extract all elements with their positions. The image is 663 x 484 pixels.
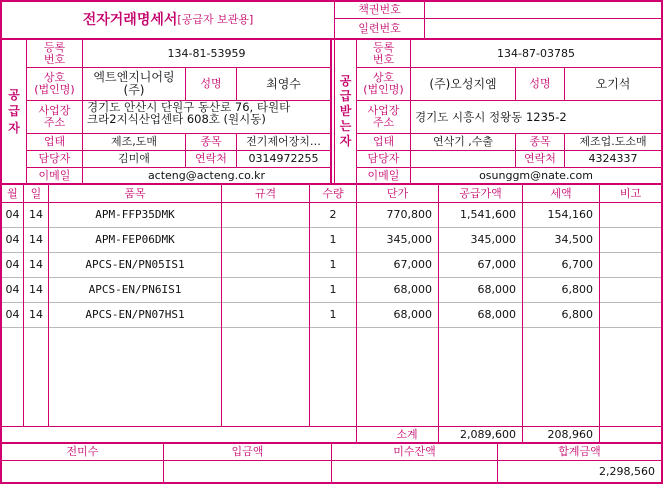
supplier-reg-label bbox=[27, 40, 82, 67]
col-header-supply-amount: 공급가액 bbox=[459, 186, 502, 200]
supplier-name: 최영수 bbox=[266, 76, 301, 91]
receiver-name-label: 성명 bbox=[529, 77, 551, 91]
supplier-biz-type: 제조,도매 bbox=[110, 135, 157, 149]
cell-day: 14 bbox=[29, 258, 43, 272]
receiver-manager-label: 담당자 bbox=[367, 152, 400, 166]
receiver-email: osunggm@nate.com bbox=[479, 168, 593, 182]
col-header-note: 비고 bbox=[619, 186, 642, 200]
label-line: 주소 bbox=[43, 116, 66, 129]
receiver-contact-label: 연락처 bbox=[524, 152, 556, 166]
receiver-address-label bbox=[357, 101, 410, 133]
supplier-contact-label: 연락처 bbox=[195, 152, 227, 166]
supplier-company-label bbox=[27, 68, 82, 100]
cell-day: 14 bbox=[29, 233, 43, 247]
serial-no-value bbox=[425, 19, 661, 38]
label-line: 번호 bbox=[372, 52, 395, 66]
supplier-side-char: 공 bbox=[8, 88, 20, 103]
company-line: (주) bbox=[123, 83, 145, 97]
cell-tax: 34,500 bbox=[554, 233, 593, 247]
cell-supply-amount: 67,000 bbox=[477, 258, 516, 272]
cell-supply-amount: 1,541,600 bbox=[460, 208, 516, 222]
row-sep-5 bbox=[2, 327, 661, 328]
cell-day: 14 bbox=[29, 283, 43, 297]
cell-spec bbox=[222, 278, 309, 302]
cell-day: 14 bbox=[29, 308, 43, 322]
subtotal-tax: 208,960 bbox=[547, 427, 593, 441]
supplier-address-label bbox=[27, 101, 82, 133]
deposit-value bbox=[164, 461, 331, 482]
supplier-side-label bbox=[2, 40, 26, 183]
supplier-name-label: 성명 bbox=[200, 77, 222, 91]
book-no-label: 책권번호 bbox=[358, 2, 401, 16]
label-line: 등록 bbox=[43, 40, 66, 54]
supplier-item-label: 종목 bbox=[200, 135, 222, 149]
supplier-item: 전기제어장치… bbox=[246, 135, 321, 149]
supplier-side-char: 급 bbox=[8, 104, 20, 119]
balance-value bbox=[332, 461, 497, 482]
supplier-email: acteng@acteng.co.kr bbox=[147, 168, 266, 182]
receiver-side-label bbox=[335, 40, 356, 183]
cell-note bbox=[600, 303, 661, 327]
receiver-side-char: 받 bbox=[339, 104, 352, 118]
sup-right-edge bbox=[330, 39, 332, 183]
cell-item: APCS-EN/PN6IS1 bbox=[88, 283, 182, 297]
supplier-company bbox=[83, 68, 185, 100]
cell-spec bbox=[222, 203, 309, 227]
cell-supply-amount: 345,000 bbox=[470, 233, 516, 247]
title-text: 전자거래명세서 bbox=[82, 11, 178, 28]
subtotal-supply: 2,089,600 bbox=[460, 427, 516, 441]
title-copy-type: [공급자 보관용] bbox=[177, 13, 254, 27]
receiver-company: (주)오성지엠 bbox=[429, 76, 497, 91]
cell-qty: 1 bbox=[329, 258, 337, 272]
cell-item: APM-FEP06DMK bbox=[95, 233, 175, 247]
receiver-item: 제조업.도소매 bbox=[579, 135, 647, 149]
receiver-side-char: 자 bbox=[339, 134, 352, 148]
balance-label: 미수잔액 bbox=[393, 445, 436, 459]
receiver-company-label bbox=[357, 68, 410, 100]
supplier-side-char: 자 bbox=[8, 120, 20, 135]
receiver-manager bbox=[411, 151, 515, 167]
supplier-biz-type-label: 업태 bbox=[43, 135, 66, 149]
cell-unit-price: 68,000 bbox=[393, 308, 432, 322]
cell-qty: 1 bbox=[329, 308, 337, 322]
col-header-qty: 수량 bbox=[322, 186, 344, 200]
col-header-spec: 규격 bbox=[254, 186, 277, 200]
cell-unit-price: 68,000 bbox=[393, 283, 432, 297]
supplier-reg-no: 134-81-53959 bbox=[167, 46, 246, 60]
grand-total-label: 합계금액 bbox=[558, 445, 601, 459]
cell-tax: 6,800 bbox=[561, 283, 593, 297]
cell-qty: 1 bbox=[329, 233, 337, 247]
company-line: 엑트엔지니어링 bbox=[93, 70, 175, 85]
cell-month: 04 bbox=[5, 258, 20, 272]
col-header-item: 품목 bbox=[124, 186, 146, 200]
cell-tax: 6,800 bbox=[561, 308, 593, 322]
col-header-tax: 세액 bbox=[550, 186, 572, 200]
receiver-side-char: 급 bbox=[339, 89, 352, 103]
label-line: 상호 bbox=[43, 71, 66, 85]
serial-no-label: 일련번호 bbox=[358, 21, 401, 35]
grand-total-value: 2,298,560 bbox=[599, 464, 655, 478]
cell-spec bbox=[222, 228, 309, 252]
cell-item: APCS-EN/PN07HS1 bbox=[85, 308, 185, 322]
unpaid-value bbox=[2, 461, 163, 482]
cell-spec bbox=[222, 303, 309, 327]
receiver-biz-type-label: 업태 bbox=[372, 135, 395, 149]
cell-unit-price: 770,800 bbox=[386, 208, 432, 222]
col-header-unit-price: 단가 bbox=[386, 186, 409, 200]
address-line: 경기도 안산시 단원구 동산로 76, 타원타 bbox=[87, 101, 291, 114]
receiver-side-char: 공 bbox=[339, 74, 352, 88]
cell-month: 04 bbox=[5, 233, 20, 247]
cell-item: APCS-EN/PN05IS1 bbox=[85, 258, 185, 272]
cell-month: 04 bbox=[5, 208, 20, 222]
receiver-name: 오기석 bbox=[595, 76, 631, 91]
receiver-email-label: 이메일 bbox=[367, 168, 400, 182]
label-line: (법인명) bbox=[363, 83, 404, 96]
deposit-label: 입금액 bbox=[231, 445, 264, 459]
cell-unit-price: 67,000 bbox=[393, 258, 432, 272]
cell-month: 04 bbox=[5, 283, 20, 297]
cell-supply-amount: 68,000 bbox=[477, 308, 516, 322]
receiver-side-char: 는 bbox=[339, 119, 352, 133]
supplier-manager: 김미애 bbox=[118, 152, 150, 166]
cell-spec bbox=[222, 253, 309, 277]
supplier-address bbox=[83, 101, 330, 133]
supplier-email-label: 이메일 bbox=[38, 168, 71, 182]
unpaid-label: 전미수 bbox=[66, 445, 99, 459]
supplier-manager-label: 담당자 bbox=[38, 152, 71, 166]
receiver-reg-no: 134-87-03785 bbox=[497, 46, 575, 60]
col-header-day: 일 bbox=[30, 186, 42, 200]
address-line: 크라2지식산업센타 608호 (원시동) bbox=[87, 112, 266, 127]
cell-tax: 154,160 bbox=[547, 208, 593, 222]
supplier-contact: 0314972255 bbox=[248, 152, 319, 166]
cell-note bbox=[600, 228, 661, 252]
label-line: (법인명) bbox=[34, 83, 75, 96]
cell-note bbox=[600, 203, 661, 227]
label-line: 사업장 bbox=[367, 104, 400, 118]
cell-note bbox=[600, 278, 661, 302]
label-line: 등록 bbox=[372, 40, 395, 54]
label-line: 주소 bbox=[372, 116, 395, 129]
receiver-biz-type: 연삭기 ,수출 bbox=[432, 135, 494, 149]
label-line: 사업장 bbox=[38, 104, 71, 118]
receiver-contact: 4324337 bbox=[588, 152, 638, 166]
cell-day: 14 bbox=[29, 208, 43, 222]
cell-supply-amount: 68,000 bbox=[477, 283, 516, 297]
cell-tax: 6,700 bbox=[561, 258, 593, 272]
cell-month: 04 bbox=[5, 308, 20, 322]
receiver-reg-label bbox=[357, 40, 410, 67]
receiver-address: 경기도 시흥시 정왕동 1235-2 bbox=[415, 109, 567, 124]
cell-qty: 1 bbox=[329, 283, 337, 297]
label-line: 상호 bbox=[372, 71, 395, 85]
cell-unit-price: 345,000 bbox=[386, 233, 432, 247]
subtotal-label: 소계 bbox=[396, 427, 418, 441]
col-header-month: 월 bbox=[7, 186, 18, 200]
cell-note bbox=[600, 253, 661, 277]
cell-qty: 2 bbox=[329, 208, 337, 222]
receiver-item-label: 종목 bbox=[529, 135, 551, 149]
document-title bbox=[2, 2, 334, 38]
book-no-value bbox=[425, 1, 661, 18]
label-line: 번호 bbox=[43, 52, 66, 66]
cell-item: APM-FFP35DMK bbox=[95, 208, 175, 222]
